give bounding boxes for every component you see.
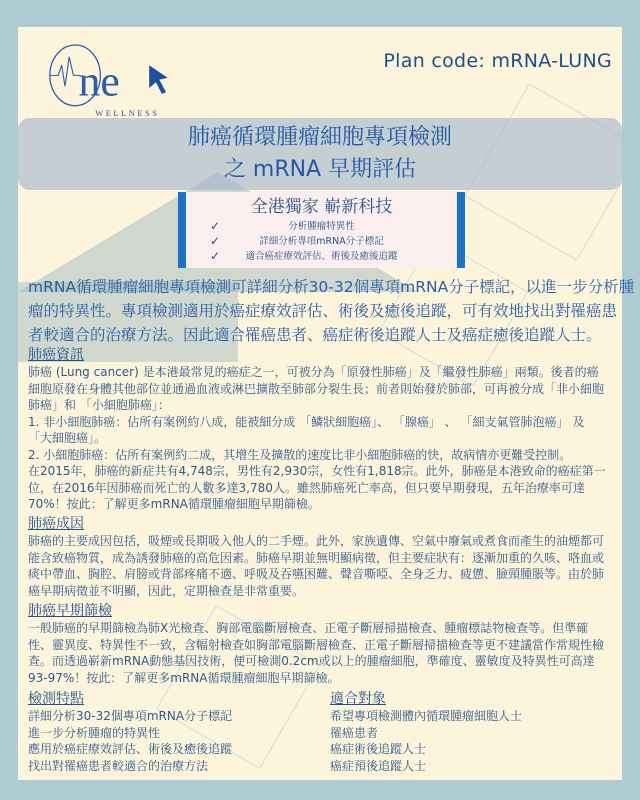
card-item: ✓ 詳細分析專項mRNA分子標記: [210, 234, 384, 248]
svg-text:WELLNESS: WELLNESS: [95, 107, 160, 118]
section-heading: 肺癌早期篩檢: [28, 603, 112, 619]
section-lung-cancer-info: 肺癌資訊 肺癌 (Lung cancer) 是本港最常見的癌症之一，可被分為「原發性肺癌」及「繼發性肺癌」兩類。後者的癌 細胞原發在身體其他部位並通過血液或淋巴擴散至肺部分裂生長；前者則始發於肺部，可再被分成「非小細胞 肺癌」和 「小細胞肺癌」： 1. 非小細胞肺癌：佔所有案例約八成，能被細分成 「鱗狀細胞癌」、 「腺癌」 、 「細支氣管肺泡癌」 及 「大細胞癌」。 2. 小細胞肺癌：佔所有案例約二成，其增生及擴散的速度比非小細胞肺癌的快，故病情亦更難受控制。 在2015年，肺癌的新症共有4,748宗，男性有2,930宗，女性有1,818宗。此外，肺癌是本港致命的癌症第一 位，在2016年因肺癌而死亡的人數多達3,780人。雖然肺癌死亡率高，但只要早期發現，五年治療率可達 70%！按此：了解更多mRNA循環腫瘤細胞早期篩檢。: [28, 347, 606, 511]
targets-column: 適合對象 希望專項檢測體內循環腫瘤細胞人士 罹癌患者 癌症術後追蹤人士 癌症預後追蹤人士: [330, 691, 523, 773]
intro-paragraph: mRNA循環腫瘤細胞專項檢測可詳細分析30-32個專項mRNA分子標記，以進一步分析腫 瘤的特異性。專項檢測適用於癌症療效評估、術後及癒後追蹤，可有效地找出對罹癌患 者較適合的治療方法。因此適合罹癌患者、癌症術後追蹤人士及癌症癒後追蹤人士。: [28, 278, 635, 344]
check-icon: ✓: [210, 234, 221, 248]
section-causes: 肺癌成因 肺癌的主要成因包括，吸煙或長期吸入他人的二手煙。此外，家族遺傳、空氣中廢氣或煮食而產生的油煙都可 能含致癌物質，成為誘發肺癌的高危因素。肺癌早期並無明顯病徵，但主要症狀有：逐漸加重的久咳、咯血或 痰中帶血、胸腔、肩膀或背部疼痛不適、呼吸及吞嚥困難、聲音嘶啞、全身乏力、疲憊、臉頸腫脹等。由於肺 癌早期病徵並不明顯，因此，定期檢查是非常重要。: [28, 516, 605, 598]
card-heading: 全港獨家 嶄新科技: [250, 197, 393, 217]
title-line-1: 肺癌循環腫瘤細胞專項檢測: [187, 125, 452, 150]
check-icon: ✓: [210, 219, 221, 233]
card-item: ✓ 適合癌症療效評估、術後及癒後追蹤: [210, 249, 398, 263]
card-item: ✓ 分析腫瘤特異性: [210, 219, 355, 233]
features-heading: 檢測特點: [28, 691, 84, 707]
check-icon: ✓: [210, 249, 221, 263]
features-column: 檢測特點 詳細分析30-32個專項mRNA分子標記 進一步分析腫瘤的特異性 應用於癌症療效評估、術後及癒後追蹤 找出對罹癌患者較適合的治療方法: [28, 691, 233, 773]
svg-text:ne: ne: [78, 57, 120, 106]
title-line-2: 之 mRNA 早期評估: [223, 157, 417, 182]
section-heading: 肺癌資訊: [28, 347, 84, 363]
targets-heading: 適合對象: [330, 691, 386, 707]
section-heading: 肺癌成因: [28, 516, 84, 532]
title-band: [18, 118, 622, 190]
plan-code: Plan code: mRNA-LUNG: [383, 50, 612, 72]
section-screening: 肺癌早期篩檢 一般肺癌的早期篩檢為肺X光檢查、胸部電腦斷層檢查、正電子斷層掃描檢查、腫瘤標誌物檢查等。但準確 性、靈異度、特異性不一致，含幅射檢查如胸部電腦斷層檢查、正電子斷層掃描檢查等更不建議當作常規性檢 查。而透過嶄新mRNA動態基因技術，便可檢測0.2cm或以上的腫瘤細胞，準確度、靈敏度及特異性可高達 93-97%！按此：了解更多mRNA循環腫瘤細胞早期篩檢。: [28, 603, 605, 685]
highlight-card: [178, 192, 465, 268]
